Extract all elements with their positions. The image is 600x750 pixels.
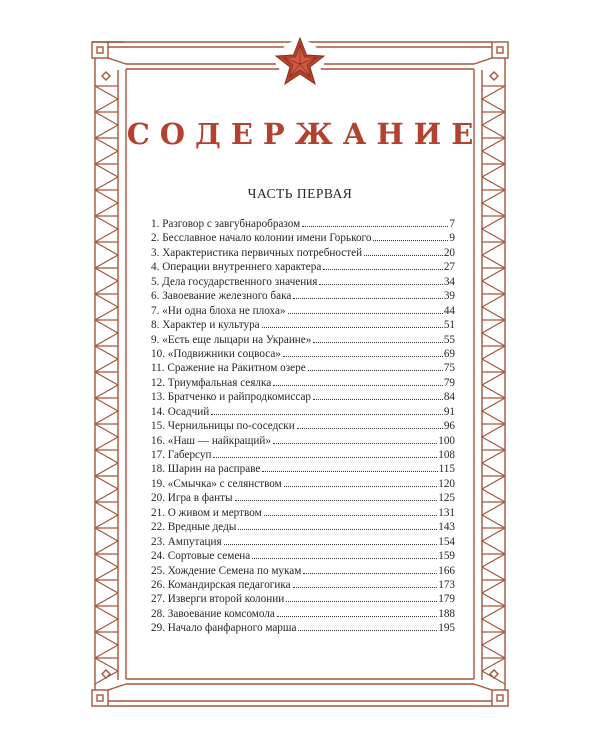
toc-entry-title: 21. О живом и мертвом (151, 506, 262, 519)
toc-leader-dots (284, 486, 437, 487)
toc-entry-title: 15. Чернильницы по-соседски (151, 420, 295, 433)
toc-entry-page: 91 (443, 405, 455, 418)
toc-entry-page: 51 (443, 319, 455, 332)
toc-leader-dots (303, 573, 437, 574)
toc-entry-title: 10. «Подвижники соцвоса» (151, 347, 281, 360)
toc-entry-title: 5. Дела государственного значения (151, 275, 318, 288)
toc-entry-title: 9. «Есть еще лыцари на Украине» (151, 333, 312, 346)
toc-leader-dots (293, 298, 442, 299)
toc-leader-dots (277, 616, 437, 617)
toc-entry-page: 100 (438, 434, 455, 447)
toc-leader-dots (298, 630, 437, 631)
toc-entry-title: 7. «Ни одна блоха не плоха» (151, 304, 286, 317)
toc-entry-title: 20. Игра в фанты (151, 492, 233, 505)
toc-entry-page: 27 (443, 261, 455, 274)
toc-entry-page: 20 (443, 246, 455, 259)
toc-entry-title: 22. Вредные деды (151, 521, 237, 534)
toc-leader-dots (286, 601, 437, 602)
toc-entry-page: 75 (443, 362, 455, 375)
toc-leader-dots (319, 284, 442, 285)
toc-entry-title: 4. Операции внутреннего характера (151, 261, 322, 274)
toc-entry-page: 115 (438, 463, 455, 476)
toc-leader-dots (235, 500, 438, 501)
toc-entry-title: 13. Братченко и райпродкомиссар (151, 391, 312, 404)
toc-leader-dots (313, 399, 443, 400)
toc-entry[interactable] (151, 578, 455, 592)
toc-entry-title: 26. Командирская педагогика (151, 578, 291, 591)
toc-leader-dots (302, 226, 448, 227)
toc-entry-title: 25. Хождение Семена по мукам (151, 564, 302, 577)
toc-entry-title: 27. Изверги второй колонии (151, 593, 285, 606)
toc-entry[interactable] (151, 246, 455, 260)
toc-entry-page: 55 (443, 333, 455, 346)
toc-entry-title: 19. «Смычка» с селянством (151, 477, 282, 490)
toc-entry[interactable] (151, 462, 455, 476)
part-heading: ЧАСТЬ ПЕРВАЯ (247, 186, 353, 201)
toc-entry[interactable] (151, 289, 455, 303)
toc-entry[interactable] (151, 535, 455, 549)
toc-entry-page: 125 (438, 492, 455, 505)
toc-entry-page: 188 (438, 607, 455, 620)
toc-entry[interactable] (151, 549, 455, 563)
toc-entry[interactable] (151, 405, 455, 419)
toc-leader-dots (297, 428, 443, 429)
toc-entry-title: 6. Завоевание железного бака (151, 290, 292, 303)
toc-entry[interactable] (151, 260, 455, 274)
toc-entry-page: 154 (438, 535, 455, 548)
toc-entry-page: 120 (438, 477, 455, 490)
toc-leader-dots (262, 327, 443, 328)
toc-leader-dots (224, 544, 438, 545)
toc-entry[interactable] (151, 318, 455, 332)
toc-entry-page: 195 (438, 622, 455, 635)
toc-entry-title: 18. Шарин на расправе (151, 463, 261, 476)
toc-entry-title: 3. Характеристика первичных потребностей (151, 246, 363, 259)
toc-entry-page: 131 (438, 506, 455, 519)
toc-entry-page: 166 (438, 564, 455, 577)
toc-entry-page: 143 (438, 521, 455, 534)
toc-entry[interactable] (151, 491, 455, 505)
toc-entry-page: 179 (438, 593, 455, 606)
toc-entry[interactable] (151, 347, 455, 361)
toc-entry-page: 69 (443, 347, 455, 360)
toc-entry-page: 159 (438, 550, 455, 563)
toc-entry[interactable] (151, 564, 455, 578)
toc-entry-title: 24. Сортовые семена (151, 550, 251, 563)
star-emblem-icon (276, 38, 324, 84)
toc-entry-page: 173 (438, 578, 455, 591)
toc-leader-dots (213, 457, 437, 458)
toc-leader-dots (252, 558, 437, 559)
toc-leader-dots (238, 529, 437, 530)
toc-entry[interactable] (151, 419, 455, 433)
toc-entry-page: 108 (438, 449, 455, 461)
toc-entry[interactable] (151, 275, 455, 289)
toc-entry-page: 7 (449, 218, 455, 230)
toc-entry[interactable] (151, 506, 455, 520)
toc-entry[interactable] (151, 217, 455, 231)
toc-entry[interactable] (151, 520, 455, 534)
toc-entry-page: 96 (443, 420, 455, 433)
toc-entry[interactable] (151, 448, 455, 462)
toc-entry[interactable] (151, 361, 455, 375)
toc-entry-title: 29. Начало фанфарного марша (151, 622, 297, 635)
toc-leader-dots (364, 255, 443, 256)
toc-leader-dots (323, 269, 443, 270)
toc-entry-title: 23. Ампутация (151, 535, 222, 548)
toc-entry-title: 17. Габерсуп (151, 449, 212, 461)
toc-entry[interactable] (151, 592, 455, 606)
toc-entry-title: 11. Сражение на Ракитном озере (151, 362, 306, 375)
toc-entry[interactable] (151, 477, 455, 491)
toc-leader-dots (288, 313, 443, 314)
toc-leader-dots (373, 240, 448, 241)
toc-leader-dots (262, 471, 437, 472)
toc-entry-title: 12. Триумфальная сеялка (151, 376, 272, 389)
toc-entry[interactable] (151, 333, 455, 347)
toc-entry-page: 79 (443, 376, 455, 389)
toc-entry[interactable] (151, 434, 455, 448)
toc-entry[interactable] (151, 231, 455, 245)
toc-leader-dots (308, 370, 443, 371)
toc-entry-title: 2. Бесславное начало колонии имени Горького (151, 232, 372, 245)
toc-entry-page: 44 (443, 304, 455, 317)
toc-entry-title: 8. Характер и культура (151, 319, 260, 332)
toc-entry[interactable] (151, 304, 455, 318)
toc-leader-dots (273, 443, 437, 444)
toc-leader-dots (293, 587, 438, 588)
toc-entry-title: 14. Осадчий (151, 405, 210, 418)
page-title: СОДЕРЖАНИЕ (126, 117, 484, 151)
toc-entry[interactable] (151, 607, 455, 621)
toc-entry-page: 9 (449, 232, 455, 245)
toc-leader-dots (313, 342, 442, 343)
toc-leader-dots (211, 414, 443, 415)
toc-entry-title: 16. «Наш — найкращий» (151, 434, 271, 447)
toc-entry[interactable] (151, 621, 455, 635)
table-of-contents (151, 217, 455, 636)
toc-leader-dots (273, 385, 443, 386)
toc-entry-title: 1. Разговор с завгубнаробразом (151, 218, 301, 230)
toc-leader-dots (264, 515, 438, 516)
toc-entry-page: 34 (443, 275, 455, 288)
toc-entry[interactable] (151, 376, 455, 390)
toc-entry-page: 84 (443, 391, 455, 404)
toc-leader-dots (283, 356, 443, 357)
toc-entry-page: 39 (443, 290, 455, 303)
toc-entry[interactable] (151, 390, 455, 404)
toc-entry-title: 28. Завоевание комсомола (151, 607, 275, 620)
